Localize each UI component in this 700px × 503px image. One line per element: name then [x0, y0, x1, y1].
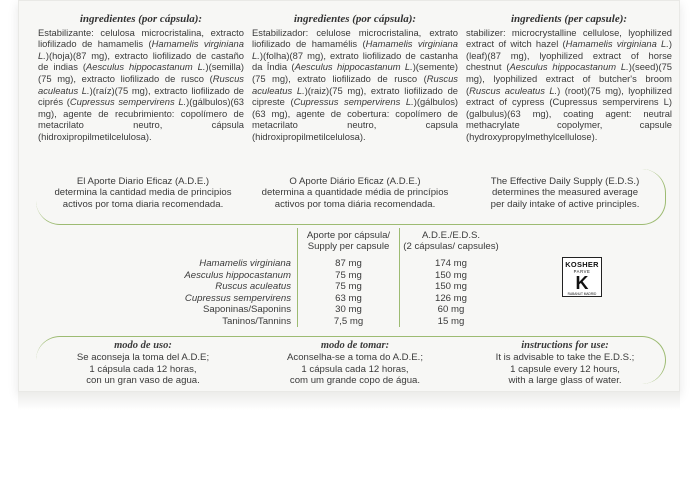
- ade-pt-line1: O Aporte Diário Eficaz (A.D.E.): [289, 176, 421, 187]
- usage-heading-es: modo de uso:: [114, 340, 172, 351]
- row-name: Hamamelis virginiana: [199, 258, 291, 269]
- kosher-letter: K: [575, 273, 589, 293]
- ingredients-heading-pt: ingredientes (por cápsula):: [293, 13, 417, 25]
- ade-es-line1: El Aporte Diario Eficaz (A.D.E.): [76, 176, 210, 187]
- ingredients-en: [466, 14, 672, 143]
- usage-en-line3: with a large glass of water.: [508, 375, 622, 387]
- row-daily: 174 mg: [399, 258, 502, 270]
- ade-es-line3: activos por toma diaria recomendada.: [62, 198, 224, 210]
- table-row: [172, 258, 502, 270]
- kosher-title: KOSHER: [565, 260, 599, 269]
- ade-en-line2: determines the measured average: [491, 187, 639, 199]
- ade-pt-line2: determina a quantidade média de princípios: [261, 187, 449, 199]
- row-daily: 150 mg: [399, 270, 502, 282]
- row-per-capsule: 63 mg: [297, 293, 399, 305]
- ade-en: [462, 176, 668, 210]
- header-daily: [399, 228, 502, 258]
- usage-en-line1: It is advisable to take the E.D.S.;: [495, 352, 635, 364]
- ade-pt-line3: activos por toma diária recomendada.: [274, 198, 436, 210]
- header-daily-line1: A.D.E./E.D.S.: [421, 230, 481, 241]
- usage-heading-en: instructions for use:: [521, 340, 609, 351]
- row-name: Ruscus aculeatus: [215, 281, 291, 292]
- header-blank: [172, 228, 297, 258]
- ade-es-line2: determina la cantidad media de principios: [54, 187, 232, 199]
- kosher-footer: RABANUT MADRID: [567, 292, 597, 296]
- supply-table: [172, 228, 502, 327]
- usage-en: [462, 340, 668, 387]
- ade-es: [40, 176, 246, 210]
- ingredients-pt: [252, 14, 458, 143]
- usage-es-line3: con un gran vaso de agua.: [86, 375, 200, 387]
- table-row: [172, 293, 502, 305]
- usage-es-line1: Se aconseja la toma del A.D.E;: [76, 352, 210, 364]
- usage-es-line2: 1 cápsula cada 12 horas,: [89, 363, 197, 375]
- kosher-seal: [562, 257, 602, 297]
- usage-en-line2: 1 capsule every 12 hours,: [510, 363, 620, 375]
- row-name: Aesculus hippocastanum: [184, 269, 291, 281]
- usage-pt-line3: com um grande copo de água.: [289, 375, 421, 387]
- ingredients-text-en: stabilizer: microcrystalline cellulose, lyophilized extract of witch hazel (Hamamelis virginiana L.)(leaf)(87 mg), lyophilized extract of horse chestnut (Aesculus hippocastanum L.)(seed)(75 mg), lyophilized extract of butcher's broom (Ruscus aculeatus L.) (root)(75 mg), lyophilized extract of cypress (Cupressus sempervirens L) (galbulus)(63 mg), coating agent: neutral methacrylate copolymer, capsule (hydroxypropylmethylcellulose).: [466, 26, 673, 142]
- row-daily: 126 mg: [399, 293, 502, 305]
- usage-pt: [252, 340, 458, 387]
- header-per-capsule: [297, 228, 399, 258]
- ingredients-text-pt: Estabilizador: celulose microcristalina, extrato liofilizado de hamamélis (Hamamelis virginiana L.)(folha)(87 mg), extrato liofilizado de castanha da Índia (Aesculus hippocastanum L.)(semente)(75 mg), extrato liofilizado de rusco (Ruscus aculeatus L.)(raiz)(75 mg), extrato liofilizado de cipreste (Cupressus sempervirens L.)(gálbulos)(63 mg), agente de cobertura: copolímero de metacrilato neutro, capsula (hidroxipropilmetilcelulosa).: [252, 26, 459, 142]
- ingredients-es: [38, 14, 244, 143]
- row-per-capsule: 7,5 mg: [297, 316, 399, 328]
- row-name: Saponinas/Saponins: [202, 304, 291, 315]
- usage-pt-line1: Aconselha-se a toma do A.D.E.;: [287, 352, 423, 364]
- ingredients-heading-es: ingredientes (por cápsula):: [79, 13, 203, 25]
- header-per-capsule-line1: Aporte por cápsula/: [306, 230, 391, 241]
- table-row: [172, 270, 502, 282]
- ade-en-line3: per daily intake of active principles.: [490, 198, 640, 210]
- row-per-capsule: 75 mg: [297, 281, 399, 293]
- row-daily: 60 mg: [399, 304, 502, 316]
- row-per-capsule: 75 mg: [297, 270, 399, 282]
- row-daily: 15 mg: [399, 316, 502, 328]
- ade-pt: [252, 176, 458, 210]
- ade-en-line1: The Effective Daily Supply (E.D.S.): [490, 176, 640, 187]
- table-top-line: [172, 224, 502, 225]
- header-per-capsule-line2: Supply per capsule: [307, 241, 390, 253]
- ingredients-heading-en: ingredients (per capsule):: [510, 13, 628, 25]
- usage-heading-pt: modo de tomar:: [320, 340, 390, 351]
- row-daily: 150 mg: [399, 281, 502, 293]
- table-row: [172, 281, 502, 293]
- table-row: [172, 316, 502, 328]
- row-name: Cupressus sempervirens: [184, 292, 291, 304]
- row-name: Taninos/Tannins: [222, 315, 291, 327]
- row-per-capsule: 87 mg: [297, 258, 399, 270]
- table-row: [172, 304, 502, 316]
- usage-pt-line2: 1 cápsula cada 12 horas,: [301, 363, 409, 375]
- ingredients-text-es: Estabilizante: celulosa microcristalina, extracto liofilizado de hamamelis (Hamamelis virginiana L.)(hoja)(87 mg), extracto liofilizado de castaño de indias (Aesculus hippocastanum L.)(semilla)(75 mg), extracto liofilizado de rusco (Ruscus aculeatus L.)(raíz)(75 mg), extracto liofilizado de ciprés (Cupressus sempervirens L.)(gálbulos)(63 mg), agente de recubrimiento: copolímero de metacrilato neutro, cápsula (hidroxipropilmetilcelulosa).: [38, 26, 245, 142]
- row-per-capsule: 30 mg: [297, 304, 399, 316]
- kosher-sub: PARVE: [573, 269, 591, 274]
- supply-table-header: [172, 228, 502, 258]
- usage-es: [40, 340, 246, 387]
- header-daily-line2: (2 cápsulas/ capsules): [403, 241, 499, 253]
